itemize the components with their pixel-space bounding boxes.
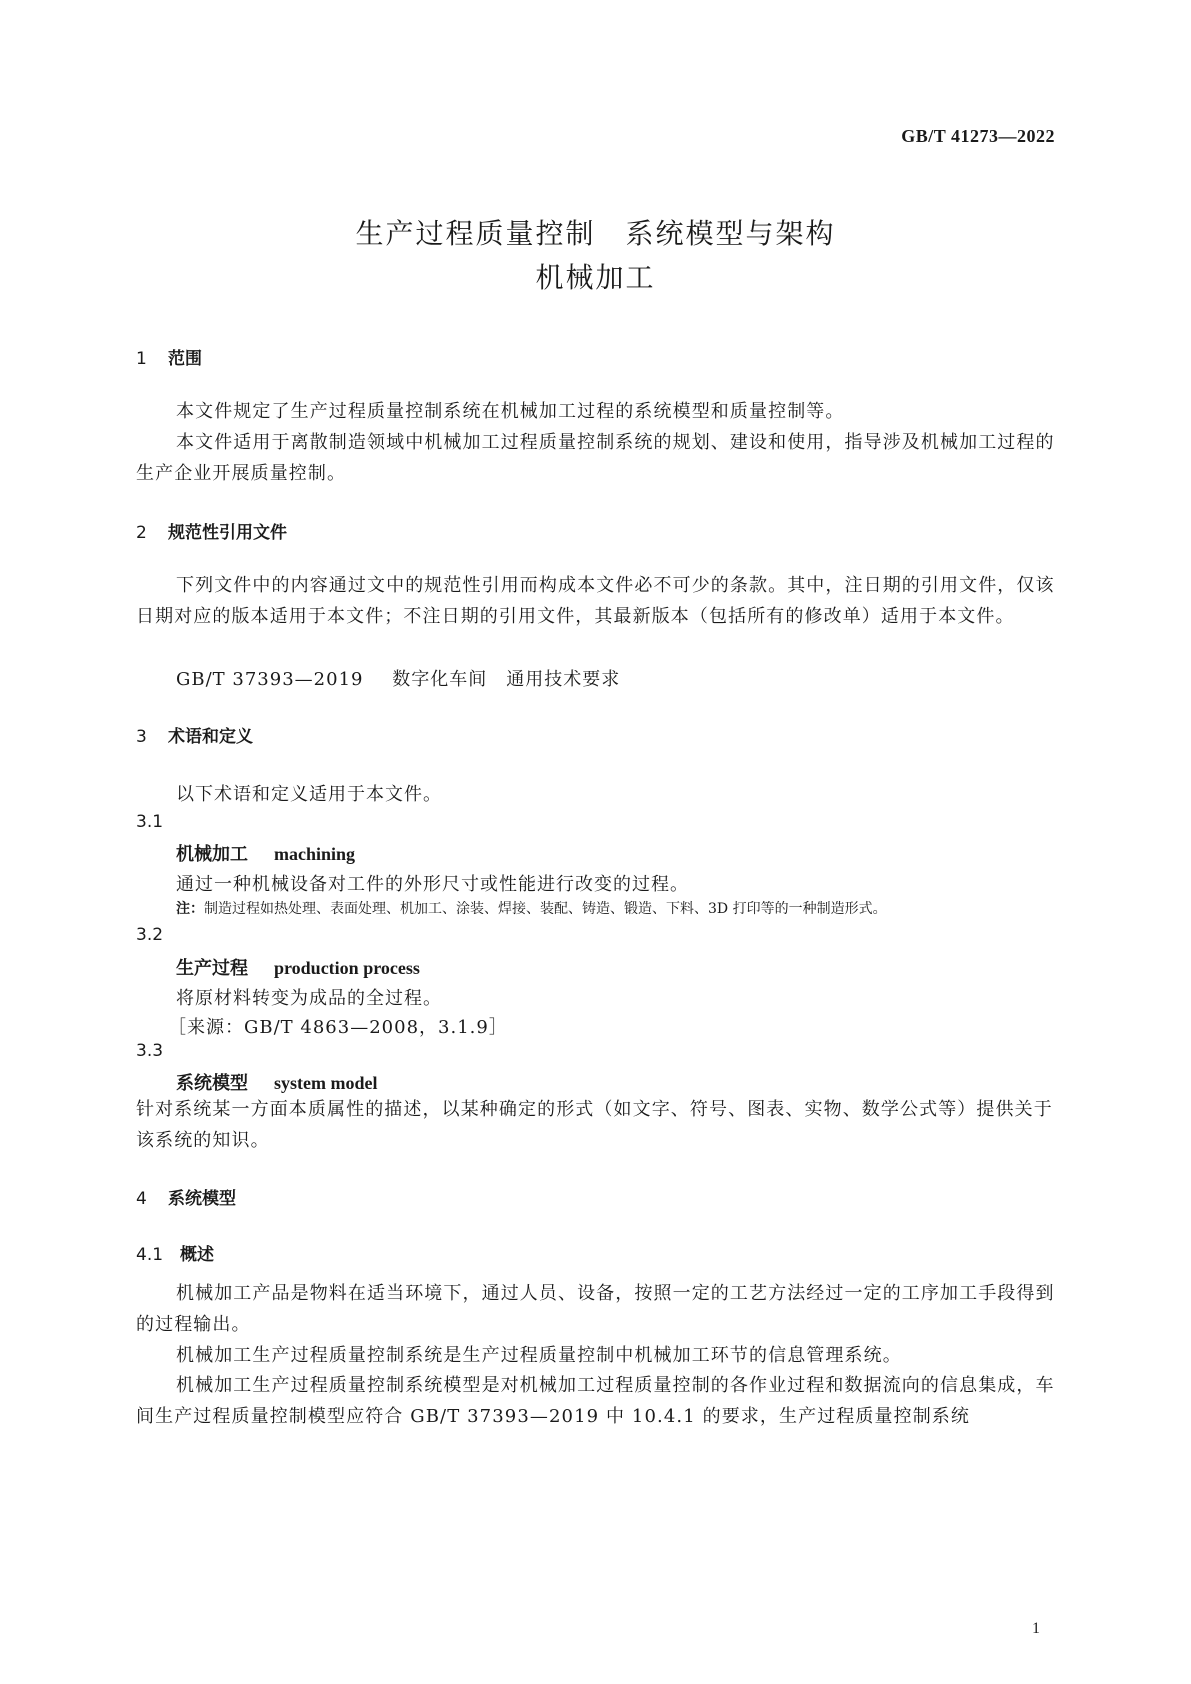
- section-title: 范围: [168, 349, 202, 369]
- normative-reference: [176, 665, 620, 691]
- term-en: system model: [274, 1073, 378, 1093]
- document-title: 生产过程质量控制 系统模型与架构: [355, 217, 836, 250]
- section-number: 1: [136, 349, 147, 369]
- subsection-title: 概述: [180, 1245, 214, 1265]
- standard-number: GB/T 41273—2022: [901, 126, 1055, 146]
- term-zh: 系统模型: [176, 1073, 248, 1094]
- reference-code: GB/T 37393—2019: [176, 669, 364, 690]
- term-en: production process: [274, 958, 420, 978]
- term-note: [176, 898, 887, 918]
- section-3-heading: [136, 722, 253, 747]
- section-2-heading: [136, 518, 287, 543]
- section-number: 3: [136, 727, 147, 747]
- term-heading: [176, 1069, 377, 1095]
- subsection-number: 4.1: [136, 1245, 164, 1265]
- term-heading: [176, 954, 420, 980]
- reference-title: 数字化车间 通用技术要求: [392, 669, 621, 690]
- note-text: 制造过程如热处理、表面处理、机加工、涂装、焊接、装配、铸造、锻造、下料、3D 打印等的一种制造形式。: [204, 901, 887, 917]
- subsection-4-1-heading: [136, 1240, 214, 1265]
- section-4-heading: [136, 1184, 236, 1209]
- paragraph: 下列文件中的内容通过文中的规范性引用而构成本文件必不可少的条款。其中，注日期的引用文件，仅该日期对应的版本适用于本文件；不注日期的引用文件，其最新版本（包括所有的修改单）适用于本文件。: [136, 575, 1055, 627]
- section-number: 2: [136, 523, 147, 543]
- section-number: 4: [136, 1189, 147, 1209]
- term-zh: 生产过程: [176, 958, 248, 979]
- term-number: 3.2: [136, 925, 164, 945]
- term-definition: 针对系统某一方面本质属性的描述，以某种确定的形式（如文字、符号、图表、实物、数学公式等）提供关于该系统的知识。: [136, 1099, 1053, 1151]
- page-number: 1: [1032, 1620, 1040, 1637]
- paragraph: 机械加工生产过程质量控制系统模型是对机械加工过程质量控制的各作业过程和数据流向的信息集成，车间生产过程质量控制模型应符合 GB/T 37393—2019 中 10.4.1 的要求，生产过程质量控制系统: [136, 1375, 1055, 1427]
- section-title: 术语和定义: [168, 727, 253, 747]
- paragraph: 以下术语和定义适用于本文件。: [176, 784, 442, 805]
- term-number: 3.1: [136, 812, 164, 832]
- term-definition: 通过一种机械设备对工件的外形尺寸或性能进行改变的过程。: [176, 874, 689, 895]
- term-number: 3.3: [136, 1041, 164, 1061]
- section-title: 系统模型: [168, 1189, 236, 1209]
- term-en: machining: [274, 844, 356, 864]
- paragraph: 本文件适用于离散制造领域中机械加工过程质量控制系统的规划、建设和使用，指导涉及机械加工过程的生产企业开展质量控制。: [136, 432, 1055, 484]
- term-heading: [176, 840, 355, 866]
- section-1-heading: [136, 344, 202, 369]
- paragraph: 机械加工生产过程质量控制系统是生产过程质量控制中机械加工环节的信息管理系统。: [176, 1345, 902, 1366]
- term-definition: 将原材料转变为成品的全过程。: [176, 988, 442, 1009]
- document-subtitle: 机械加工: [535, 261, 656, 294]
- section-title: 规范性引用文件: [168, 523, 287, 543]
- paragraph: 机械加工产品是物料在适当环境下，通过人员、设备，按照一定的工艺方法经过一定的工序加工手段得到的过程输出。: [136, 1283, 1055, 1335]
- term-zh: 机械加工: [176, 844, 248, 865]
- term-source: ［来源：GB/T 4863—2008，3.1.9］: [168, 1017, 508, 1038]
- note-label: 注：: [176, 901, 204, 917]
- paragraph: 本文件规定了生产过程质量控制系统在机械加工过程的系统模型和质量控制等。: [176, 401, 845, 422]
